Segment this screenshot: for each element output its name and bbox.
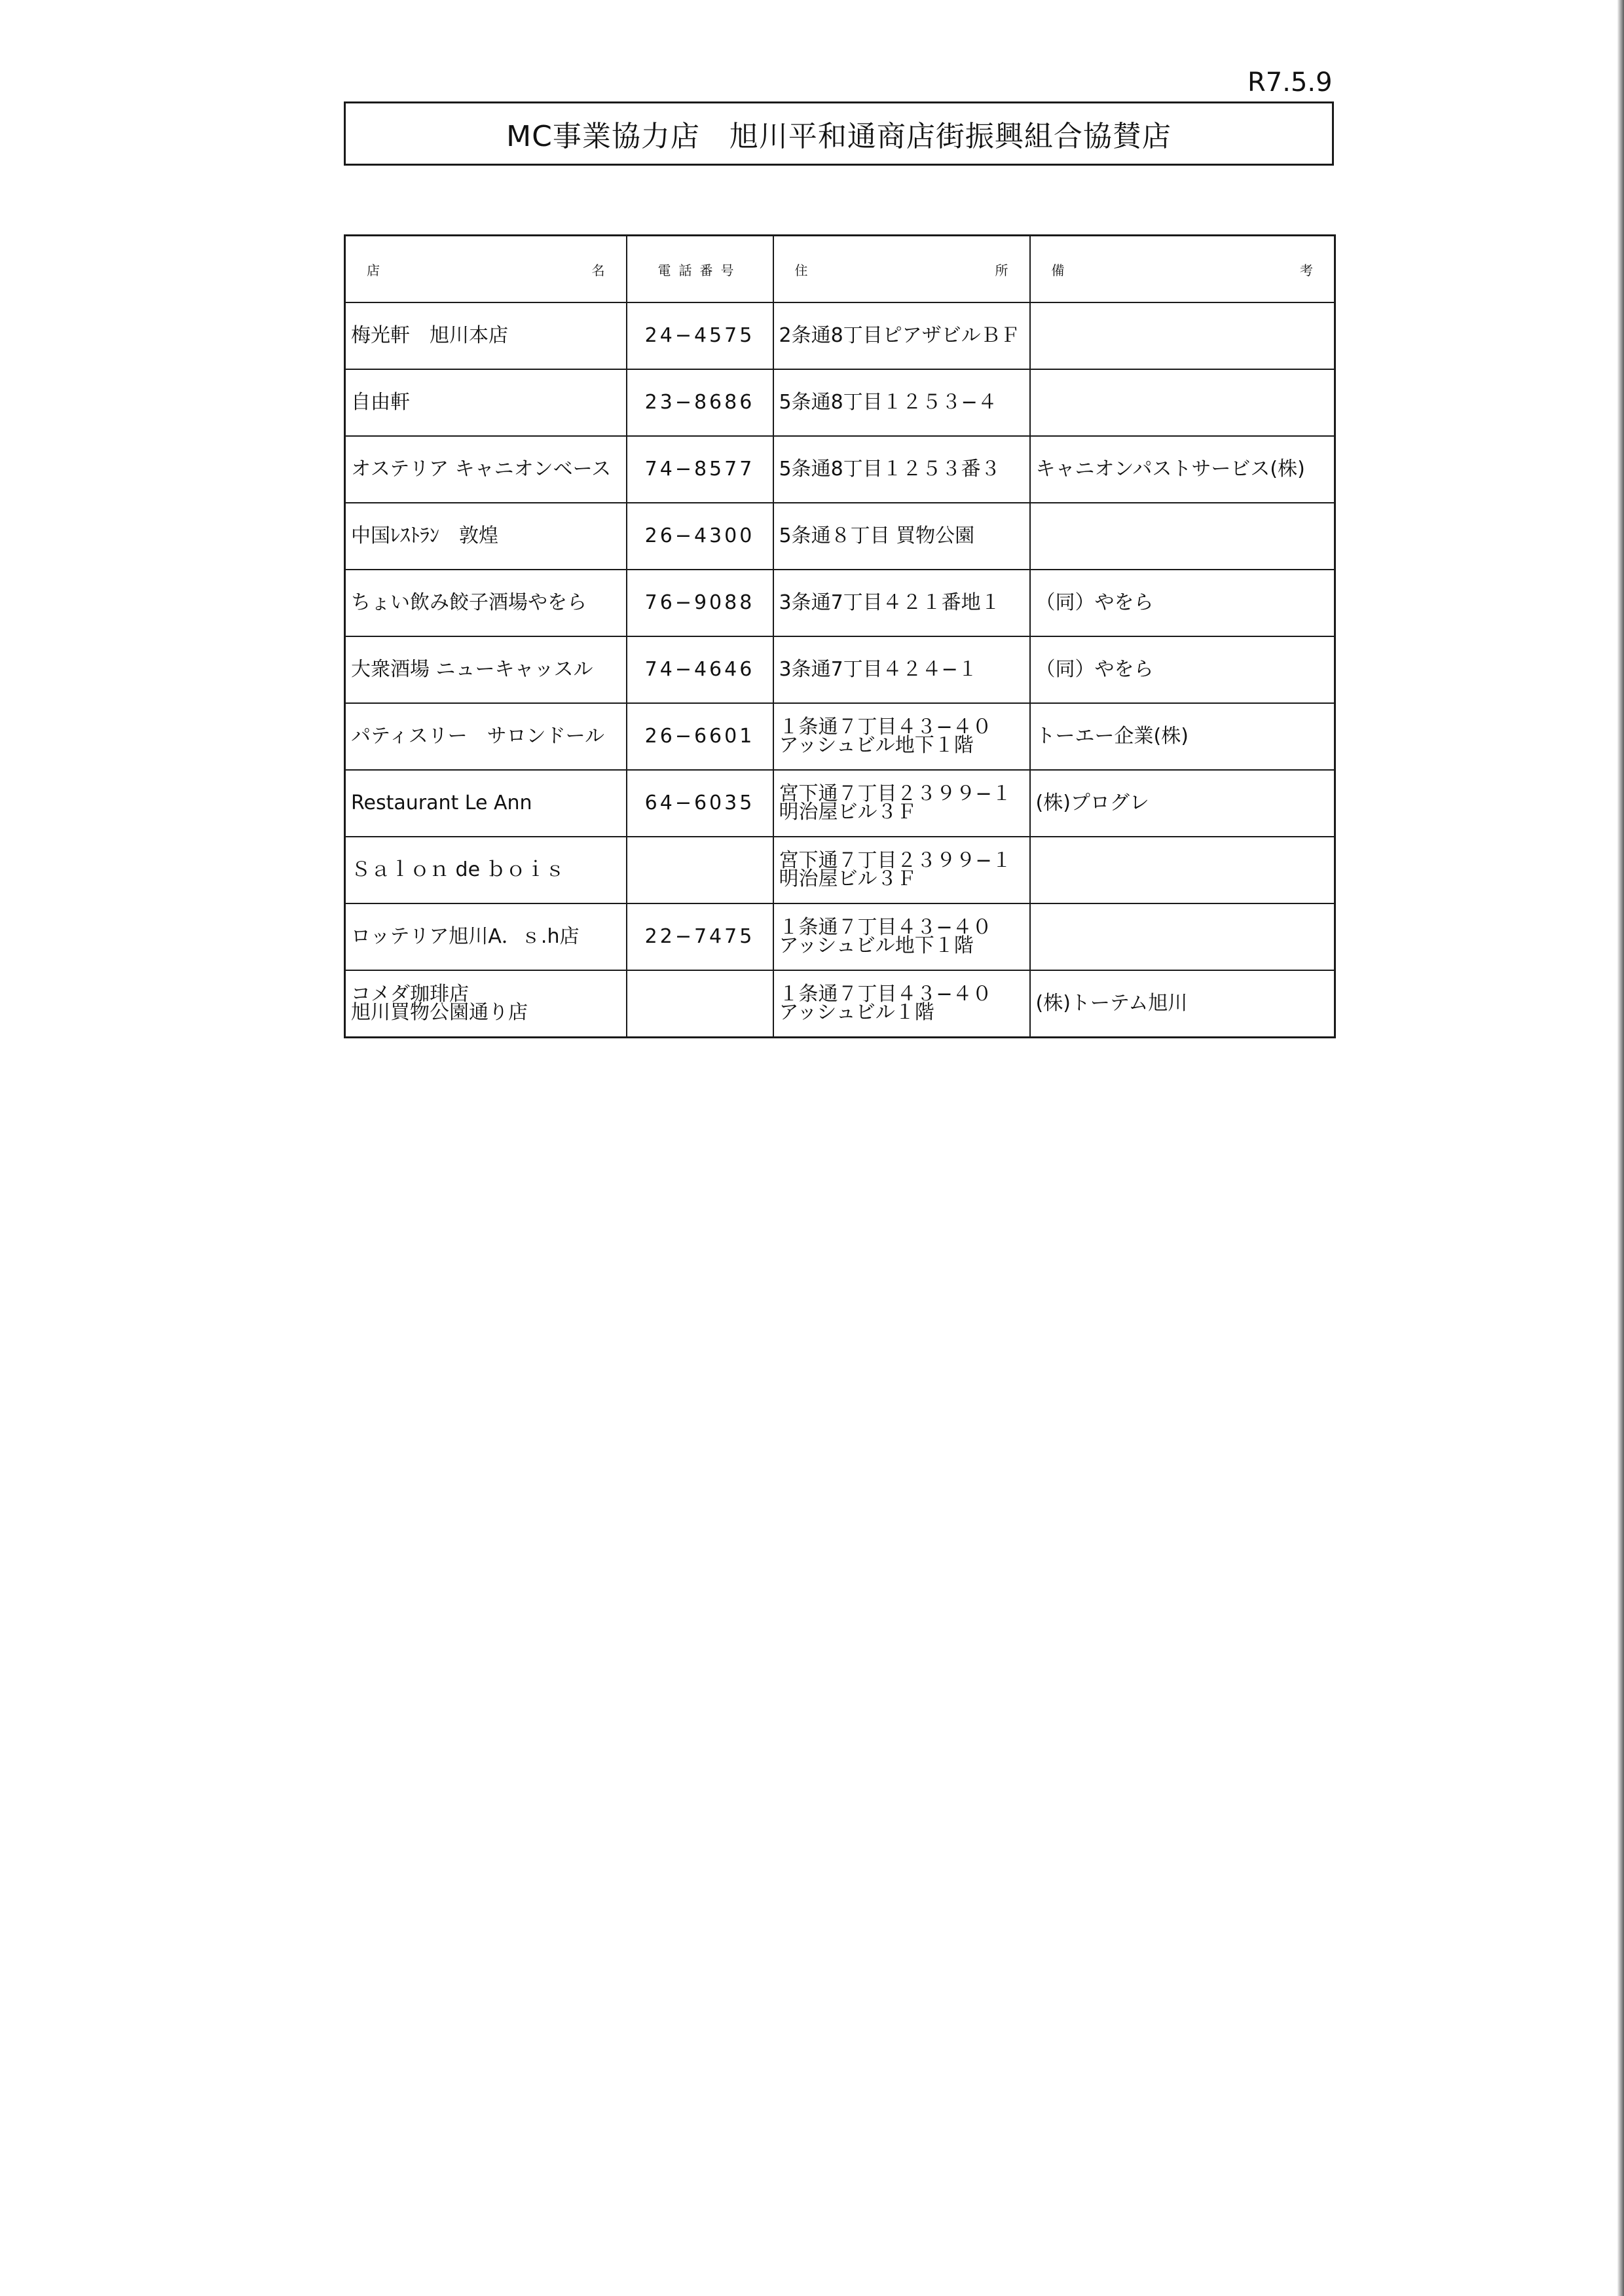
shop-note: トーエー企業(株)	[1030, 703, 1335, 770]
shop-name: Ｓａｌｏｎ de ｂｏｉｓ	[345, 837, 627, 903]
shop-note: (株)トーテム旭川	[1030, 970, 1335, 1038]
shop-note: （同）やをら	[1030, 636, 1335, 703]
document-title: MC事業協力店 旭川平和通商店街振興組合協賛店	[344, 101, 1334, 166]
shop-phone	[627, 837, 773, 903]
shop-address: 5条通8丁目１２５３−４	[773, 369, 1030, 436]
shop-address: 3条通7丁目４２４−１	[773, 636, 1030, 703]
table-header-row	[345, 236, 1335, 303]
shop-name: Restaurant Le Ann	[345, 770, 627, 837]
table-row	[345, 636, 1335, 703]
table-row	[345, 770, 1335, 837]
header-note	[1030, 236, 1335, 303]
shop-note	[1030, 369, 1335, 436]
shop-name: コメダ珈琲店 旭川買物公園通り店	[345, 970, 627, 1038]
header-name-left: 店	[367, 262, 380, 278]
document-date: R7.5.9	[1247, 67, 1333, 98]
table-row	[345, 970, 1335, 1038]
shop-table	[344, 234, 1336, 1038]
shop-name: オステリア キャニオンベース	[345, 436, 627, 503]
shop-phone: 64−6035	[627, 770, 773, 837]
shop-address: １条通７丁目４３−４０ アッシュビル地下１階	[773, 903, 1030, 970]
shop-note: (株)プログレ	[1030, 770, 1335, 837]
shop-name: 梅光軒 旭川本店	[345, 302, 627, 369]
shop-phone: 76−9088	[627, 570, 773, 636]
shop-address: 2条通8丁目ピアザビルＢＦ	[773, 302, 1030, 369]
header-name	[345, 236, 627, 303]
shop-note	[1030, 837, 1335, 903]
shop-address: 5条通８丁目 買物公園	[773, 503, 1030, 570]
table-row	[345, 503, 1335, 570]
header-address-left: 住	[794, 262, 808, 278]
shop-note	[1030, 903, 1335, 970]
shop-note: キャニオンパストサービス(株)	[1030, 436, 1335, 503]
page-edge	[1617, 0, 1624, 2296]
shop-address: １条通７丁目４３−４０ アッシュビル１階	[773, 970, 1030, 1038]
table-row	[345, 570, 1335, 636]
table-row	[345, 436, 1335, 503]
header-name-right: 名	[591, 262, 605, 278]
shop-phone: 74−8577	[627, 436, 773, 503]
header-note-left: 備	[1051, 262, 1065, 278]
shop-address: 3条通7丁目４２１番地１	[773, 570, 1030, 636]
shop-address: 5条通8丁目１２５３番３	[773, 436, 1030, 503]
shop-name: ロッテリア旭川A．ｓ.h店	[345, 903, 627, 970]
shop-phone: 74−4646	[627, 636, 773, 703]
shop-name: 中国ﾚｽﾄﾗﾝ 敦煌	[345, 503, 627, 570]
shop-note: （同）やをら	[1030, 570, 1335, 636]
shop-address: 宮下通７丁目２３９９−１ 明治屋ビル３Ｆ	[773, 837, 1030, 903]
header-address-right: 所	[995, 262, 1008, 278]
shop-phone: 26−6601	[627, 703, 773, 770]
table-row	[345, 903, 1335, 970]
table-row	[345, 703, 1335, 770]
header-phone	[627, 236, 773, 303]
shop-name: 自由軒	[345, 369, 627, 436]
shop-note	[1030, 503, 1335, 570]
shop-phone: 22−7475	[627, 903, 773, 970]
shop-phone: 23−8686	[627, 369, 773, 436]
shop-name: パティスリー サロンドール	[345, 703, 627, 770]
header-phone-label: 電話番号	[657, 262, 742, 278]
shop-phone	[627, 970, 773, 1038]
header-address	[773, 236, 1030, 303]
table-row	[345, 837, 1335, 903]
shop-name: ちょい飲み餃子酒場やをら	[345, 570, 627, 636]
shop-address: 宮下通７丁目２３９９−１ 明治屋ビル３Ｆ	[773, 770, 1030, 837]
table-row	[345, 302, 1335, 369]
shop-note	[1030, 302, 1335, 369]
shop-phone: 26−4300	[627, 503, 773, 570]
shop-address: １条通７丁目４３−４０ アッシュビル地下１階	[773, 703, 1030, 770]
header-note-right: 考	[1300, 262, 1313, 278]
shop-name: 大衆酒場 ニューキャッスル	[345, 636, 627, 703]
table-row	[345, 369, 1335, 436]
shop-phone: 24−4575	[627, 302, 773, 369]
